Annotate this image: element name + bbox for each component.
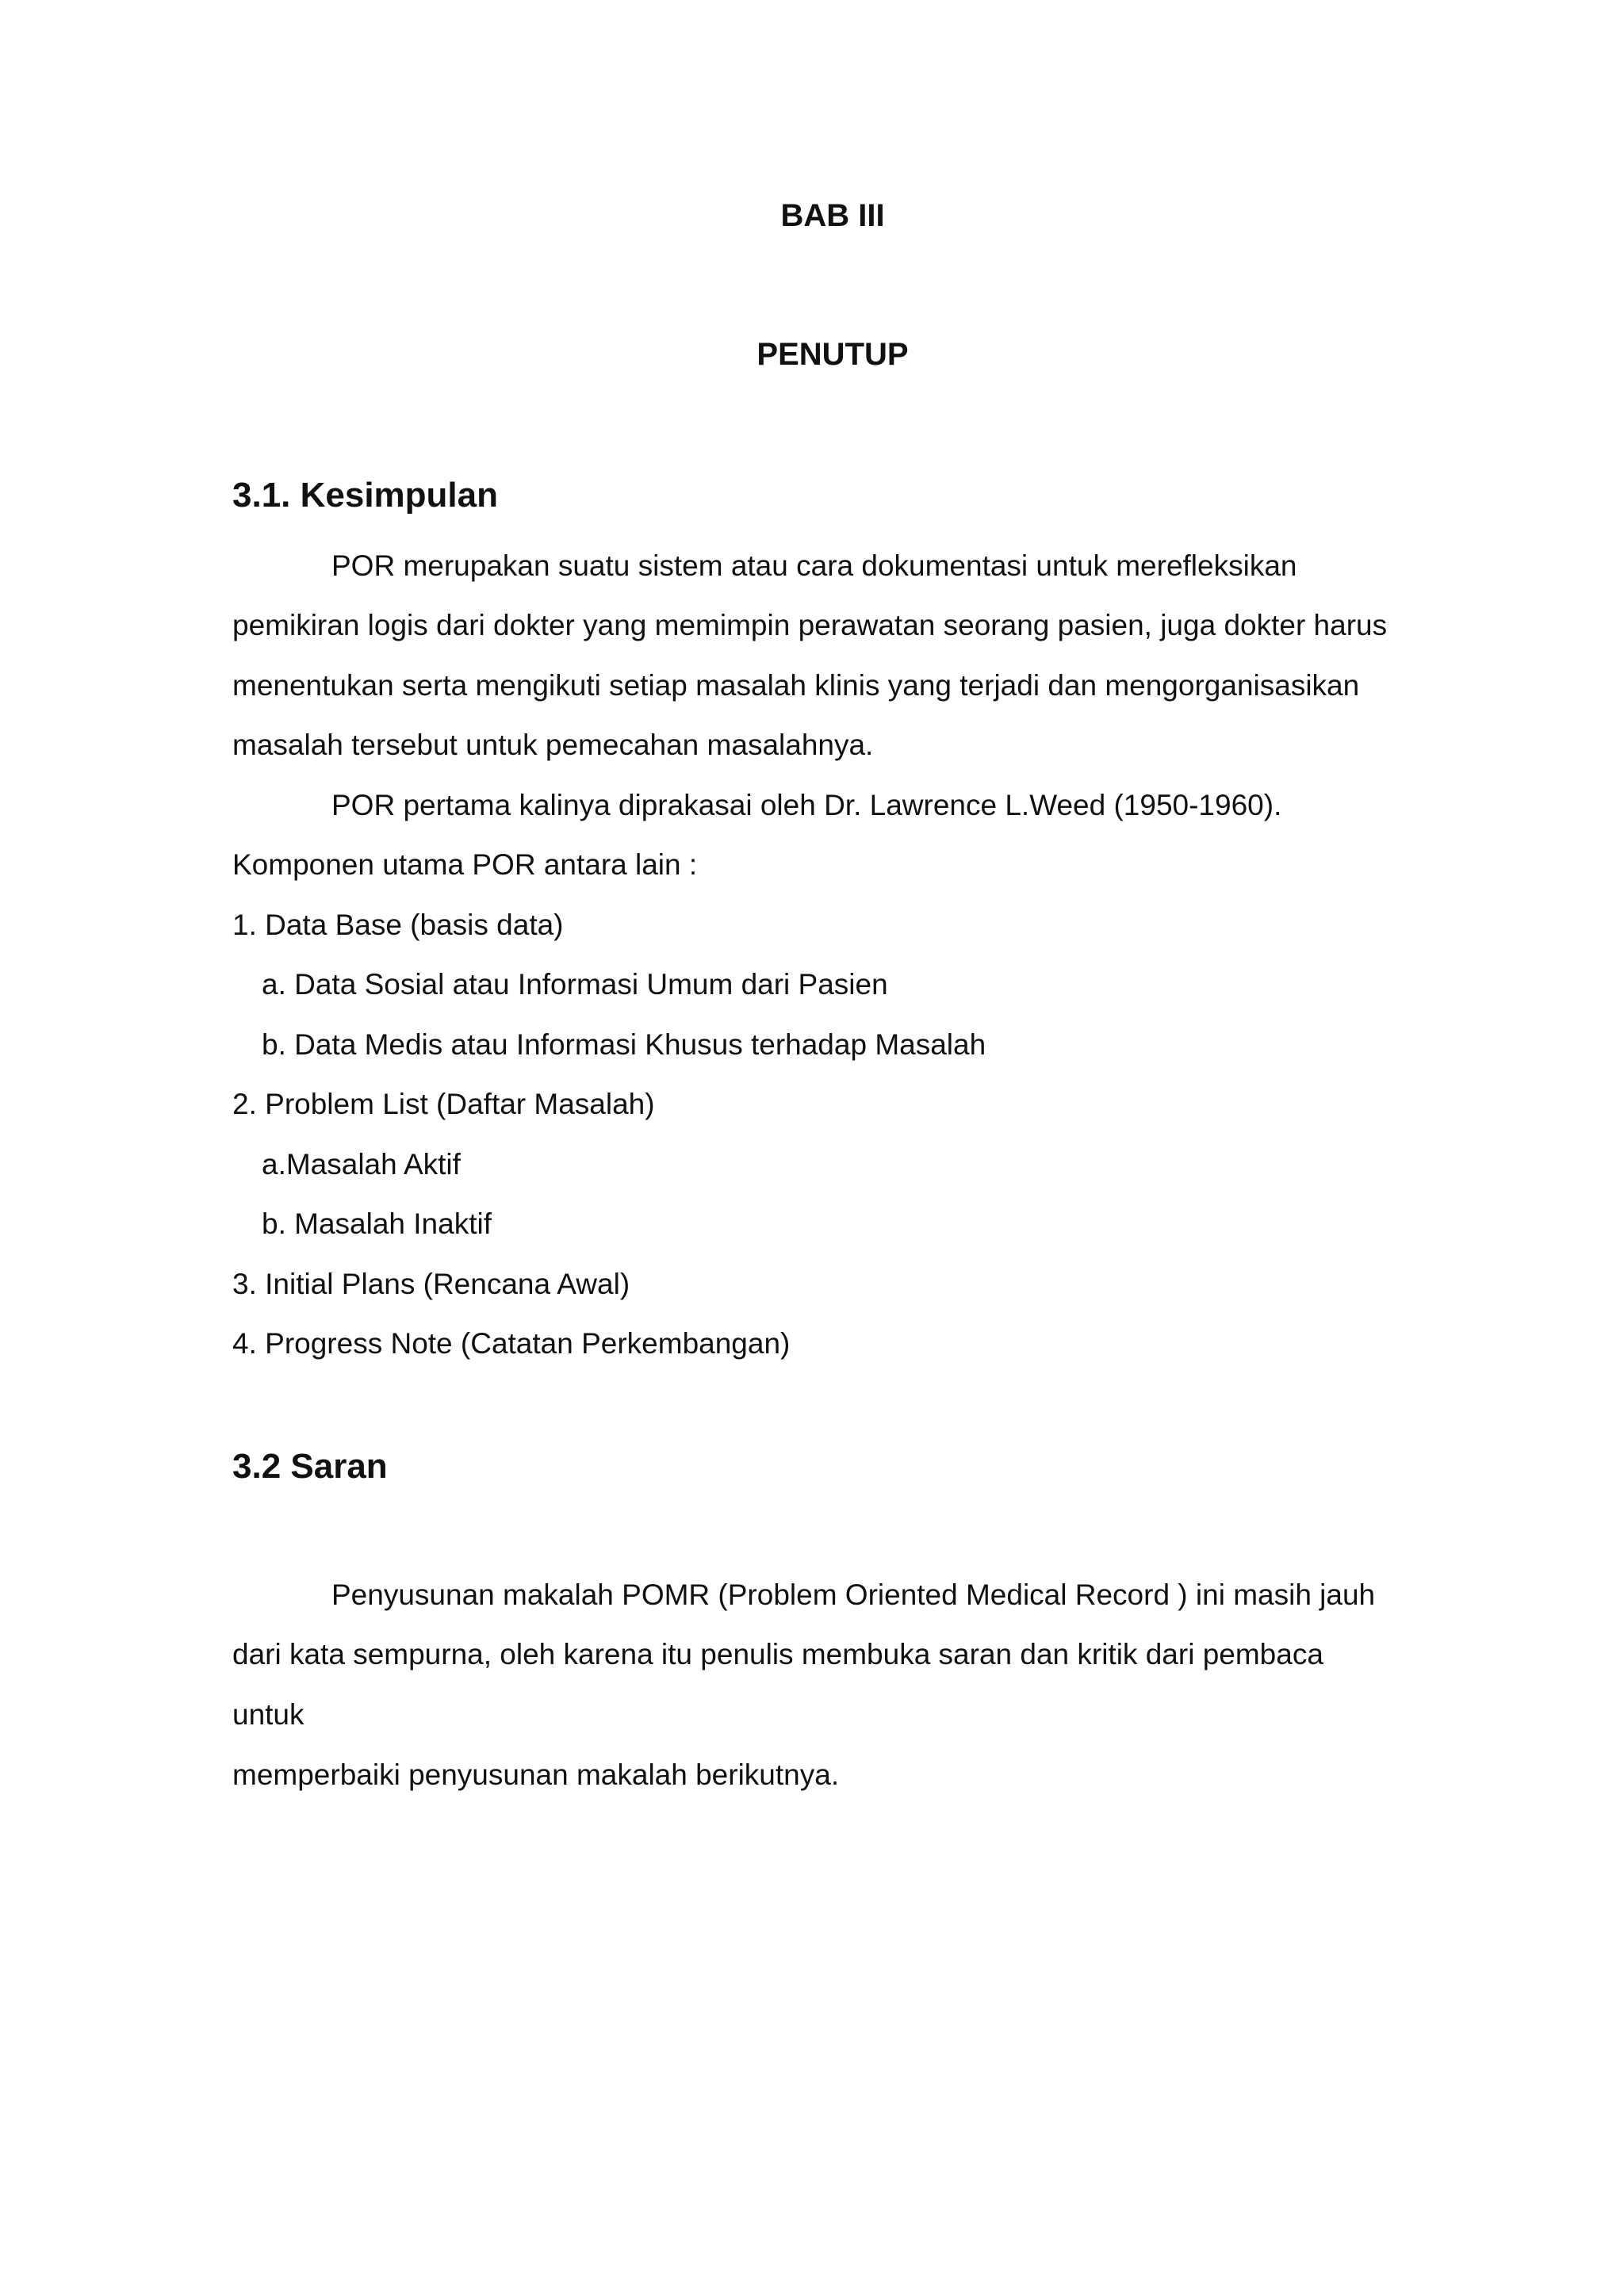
section-heading-saran: 3.2 Saran [232,1447,388,1486]
paragraph-line: dari kata sempurna, oleh karena itu penulis membuka saran dan kritik dari pembaca [232,1638,1323,1670]
paragraph-line: POR merupakan suatu sistem atau cara dokumentasi untuk merefleksikan [331,549,1297,582]
paragraph-line: menentukan serta mengikuti setiap masalah klinis yang terjadi dan mengorganisasikan [232,669,1360,702]
paragraph-line: memperbaiki penyusunan makalah berikutnya. [232,1758,840,1791]
list-item: 1. Data Base (basis data) [232,909,564,941]
list-subitem: b. Masalah Inaktif [262,1207,492,1240]
chapter-title: PENUTUP [756,337,909,372]
section-heading-kesimpulan: 3.1. Kesimpulan [232,476,499,515]
paragraph-line: POR pertama kalinya diprakasai oleh Dr. Lawrence L.Weed (1950-1960). [331,789,1282,821]
paragraph-line: masalah tersebut untuk pemecahan masalahnya. [232,729,874,761]
list-subitem: a. Data Sosial atau Informasi Umum dari Pasien [262,968,888,1001]
paragraph-line: Komponen utama POR antara lain : [232,848,698,881]
list-item: 4. Progress Note (Catatan Perkembangan) [232,1327,791,1360]
list-subitem: a.Masalah Aktif [262,1148,461,1181]
paragraph-line: pemikiran logis dari dokter yang memimpin perawatan seorang pasien, juga dokter harus [232,609,1388,641]
list-item: 2. Problem List (Daftar Masalah) [232,1088,655,1120]
list-subitem: b. Data Medis atau Informasi Khusus terhadap Masalah [262,1028,986,1061]
paragraph-line: Penyusunan makalah POMR (Problem Oriented Medical Record ) ini masih jauh [331,1578,1376,1611]
chapter-number: BAB III [780,198,885,233]
paragraph-line: untuk [232,1698,304,1731]
list-item: 3. Initial Plans (Rencana Awal) [232,1268,630,1300]
